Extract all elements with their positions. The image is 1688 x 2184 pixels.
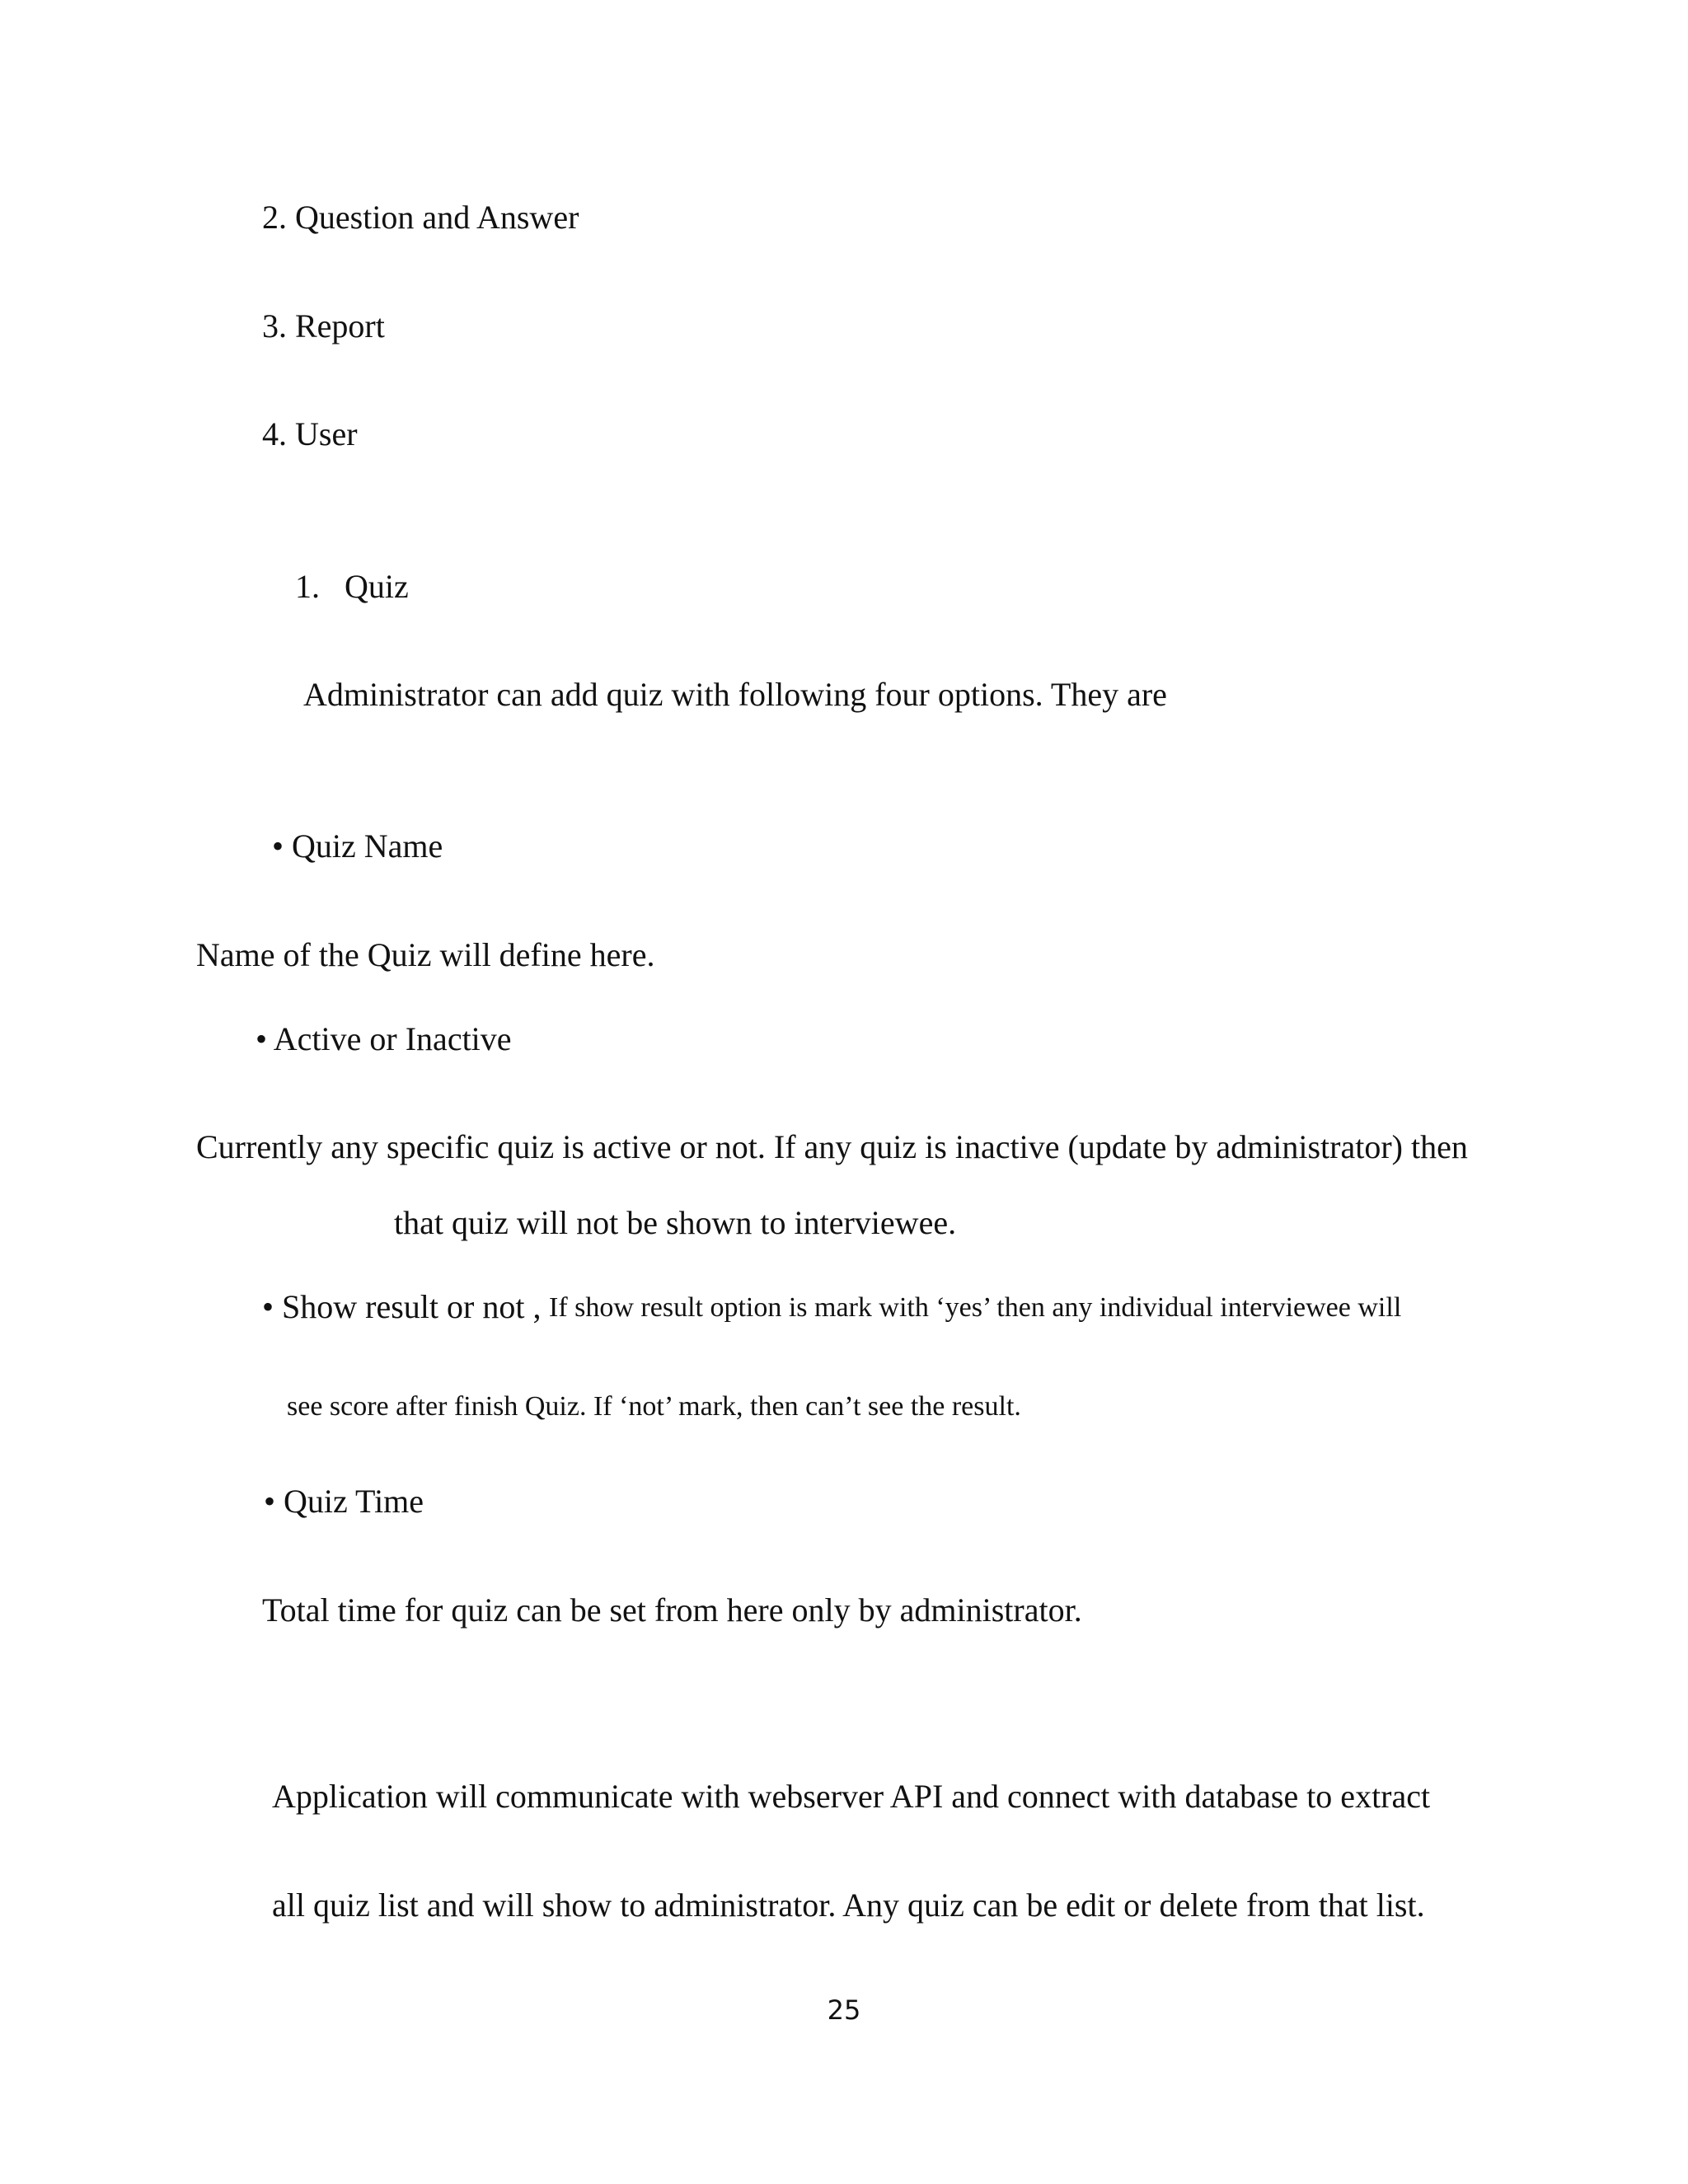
section-number: 1. <box>295 568 320 605</box>
closing-paragraph-line2: all quiz list and will show to administrator. Any quiz can be edit or delete from that list. <box>272 1886 1425 1924</box>
option-show-result-label: • Show result or not , <box>262 1288 542 1325</box>
page-number: 25 <box>827 1994 861 2026</box>
list-item-question-and-answer: 2. Question and Answer <box>262 199 579 236</box>
list-item-user: 4. User <box>262 415 358 452</box>
section-intro: Administrator can add quiz with following four options. They are <box>303 676 1167 713</box>
option-quiz-time-label: • Quiz Time <box>264 1483 424 1520</box>
list-item-report: 3. Report <box>262 307 385 344</box>
option-active-description-line1: Currently any specific quiz is active or not. If any quiz is inactive (update by administrator) then <box>196 1128 1468 1165</box>
option-quiz-time-description: Total time for quiz can be set from here only by administrator. <box>262 1591 1082 1629</box>
option-quiz-name-description: Name of the Quiz will define here. <box>196 936 655 973</box>
section-heading: Quiz <box>345 568 409 605</box>
option-show-result-description-line1: If show result option is mark with ‘yes’ then any individual interviewee will <box>549 1292 1402 1323</box>
option-active-label: • Active or Inactive <box>256 1020 512 1057</box>
option-active-description-line2: that quiz will not be shown to interviewee. <box>394 1204 957 1241</box>
option-show-result-description-line2: see score after finish Quiz. If ‘not’ mark, then can’t see the result. <box>287 1391 1021 1422</box>
closing-paragraph-line1: Application will communicate with webserver API and connect with database to extract <box>272 1778 1431 1815</box>
option-quiz-name-label: • Quiz Name <box>272 827 443 865</box>
